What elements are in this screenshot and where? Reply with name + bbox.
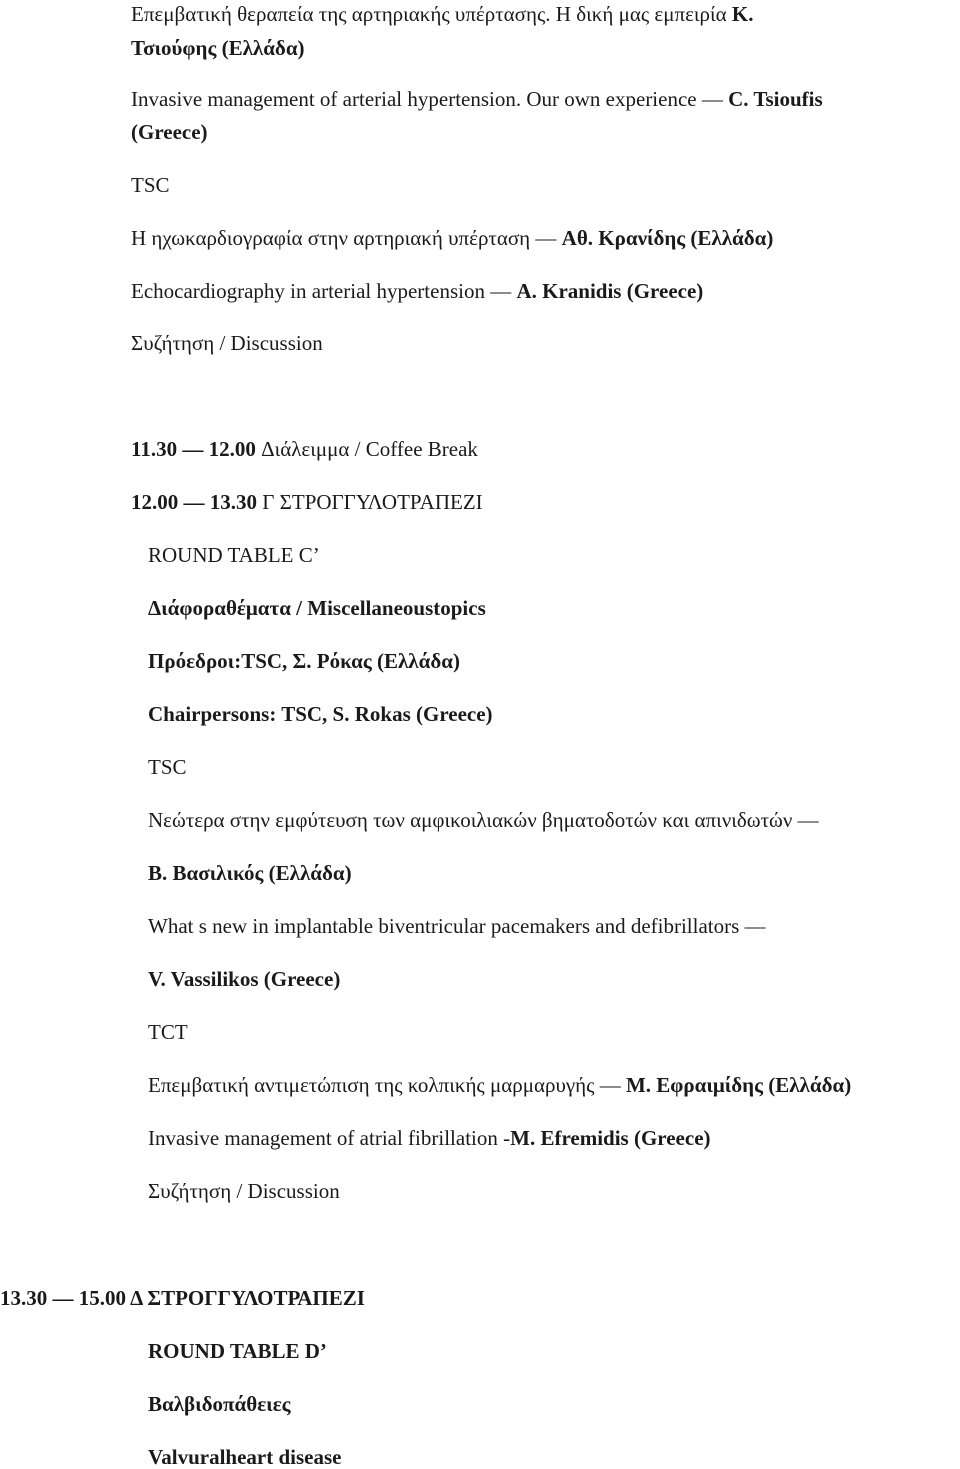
- discussion-label: Συζήτηση / Discussion: [148, 1179, 340, 1203]
- speaker-name-gr: Β. Βασιλικός (Ελλάδα): [148, 861, 352, 885]
- dash: —: [701, 87, 729, 111]
- session-tag: TSC: [131, 173, 170, 197]
- break-label: Διάλειμμα / Coffee Break: [261, 437, 478, 461]
- round-table-title-gr: Δ ΣΤΡΟΓΓΥΛΟΤΡΑΠΕΖΙ: [130, 1286, 365, 1310]
- dash: —: [744, 914, 766, 938]
- chairpersons-gr: Πρόεδροι:TSC, Σ. Ρόκας (Ελλάδα): [148, 649, 460, 673]
- talk-title-en: Echocardiography in arterial hypertension — A. Kranidis (Greece): [131, 279, 704, 303]
- round-table-c-header: 12.00 — 13.30 Γ ΣΤΡΟΓΓΥΛΟΤΡΑΠΕΖΙ: [131, 490, 483, 514]
- round-table-title-en: ROUND TABLE C’: [148, 543, 320, 567]
- dash: —: [599, 1073, 626, 1097]
- talk-title-gr: Η ηχωκαρδιογραφία στην αρτηριακή υπέρταση — Αθ. Κρανίδης (Ελλάδα): [131, 226, 774, 250]
- discussion-label: Συζήτηση / Discussion: [131, 331, 323, 355]
- session-tag: TCT: [148, 1020, 188, 1044]
- talk-title-gr: Επεμβατική αντιμετώπιση της κολπικής μαρμαρυγής — Μ. Εφραιμίδης (Ελλάδα): [148, 1073, 852, 1097]
- break-row: 11.30 — 12.00 Διάλειμμα / Coffee Break: [131, 437, 478, 461]
- speaker-name-en: V. Vassilikos (Greece): [148, 967, 341, 991]
- dash: —: [535, 226, 562, 250]
- apostrophe: ’: [319, 1339, 327, 1363]
- round-table-topic-en: Valvuralheart disease: [148, 1445, 342, 1469]
- dash: —: [490, 279, 517, 303]
- chairpersons-en: Chairpersons: TSC, S. Rokas (Greece): [148, 702, 493, 726]
- dash: —: [797, 808, 819, 832]
- session-tag: TSC: [148, 755, 187, 779]
- apostrophe: ’: [312, 543, 320, 567]
- speaker-name-en: (Greece): [131, 120, 208, 144]
- dash: —: [183, 490, 210, 514]
- talk-title-gr: Νεώτερα στην εμφύτευση των αμφικοιλιακών βηματοδοτών και απινιδωτών —: [148, 808, 819, 832]
- dash: —: [182, 437, 209, 461]
- round-table-title-en: ROUND TABLE D’: [148, 1339, 327, 1363]
- speaker-name-gr: Τσιούφης (Ελλάδα): [131, 36, 305, 60]
- round-table-d-header: 13.30 — 15.00 Δ ΣΤΡΟΓΓΥΛΟΤΡΑΠΕΖΙ: [0, 1286, 365, 1310]
- talk-title-gr: Επεμβατική θεραπεία της αρτηριακής υπέρτασης. Η δική μας εμπειρία Κ.: [131, 2, 754, 26]
- talk-title-en: What s new in implantable biventricular pacemakers and defibrillators —: [148, 914, 766, 938]
- round-table-topic-gr: Βαλβιδοπάθειες: [148, 1392, 291, 1416]
- round-table-title-gr: Γ ΣΤΡΟΓΓΥΛΟΤΡΑΠΕΖΙ: [262, 490, 483, 514]
- talk-title-en: Invasive management of arterial hypertension. Our own experience — C. Tsioufis: [131, 87, 823, 111]
- round-table-topic: Διάφοραθέματα / Miscellaneoustopics: [148, 596, 486, 620]
- talk-title-en: Invasive management of atrial fibrillation -M. Efremidis (Greece): [148, 1126, 711, 1150]
- dash: —: [52, 1286, 79, 1310]
